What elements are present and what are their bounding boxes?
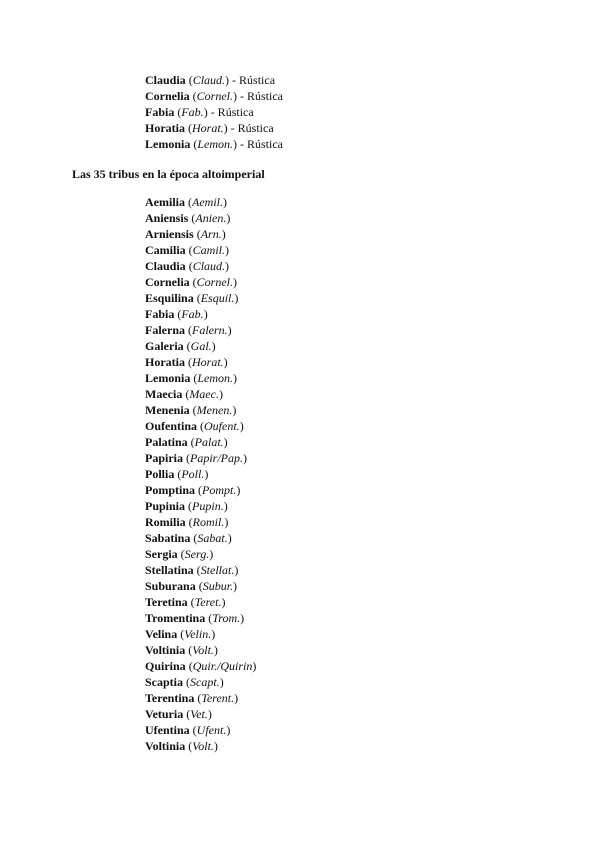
tribe-name: Galeria xyxy=(145,339,184,353)
list-entry: Pollia (Poll.) xyxy=(145,467,209,481)
list-entry: Cornelia (Cornel.) - Rústica xyxy=(145,89,284,103)
tribe-name: Voltinia xyxy=(145,739,186,753)
list-entry: Pomptina (Pompt.) xyxy=(145,483,241,497)
list-entry: Camilia (Camil.) xyxy=(145,243,230,257)
tribe-abbreviation: Sabat. xyxy=(197,531,228,545)
tribe-abbreviation: Claud. xyxy=(192,259,226,273)
list-entry: Velina (Velin.) xyxy=(145,627,216,641)
tribe-name: Velina xyxy=(145,627,178,641)
list-entry: Fabia (Fab.) - Rústica xyxy=(145,105,254,119)
list-entry: Stellatina (Stellat.) xyxy=(145,563,239,577)
tribe-abbreviation: Romil. xyxy=(192,515,225,529)
tribe-name: Romilia xyxy=(145,515,186,529)
tribe-abbreviation: Menen. xyxy=(196,403,233,417)
tribe-abbreviation: Vet. xyxy=(190,707,208,721)
tribe-abbreviation: Trom. xyxy=(212,611,241,625)
tribe-abbreviation: Ufent. xyxy=(196,723,227,737)
tribe-abbreviation: Arn. xyxy=(200,227,222,241)
tribe-name: Voltinia xyxy=(145,643,186,657)
list-entry: Terentina (Terent.) xyxy=(145,691,239,705)
list-entry: Voltinia (Volt.) xyxy=(145,643,218,657)
tribe-name: Aemilia xyxy=(145,195,185,209)
tribe-name: Pollia xyxy=(145,467,175,481)
list-entry: Scaptia (Scapt.) xyxy=(145,675,224,689)
list-entry: Voltinia (Volt.) xyxy=(145,739,218,753)
tribe-abbreviation: Quir./Quirin xyxy=(192,659,253,673)
tribe-abbreviation: Velin. xyxy=(184,627,212,641)
list-entry: Aniensis (Anien.) xyxy=(145,211,231,225)
tribe-abbreviation: Volt. xyxy=(192,643,214,657)
list-entry: Arniensis (Arn.) xyxy=(145,227,226,241)
tribe-name: Lemonia xyxy=(145,137,191,151)
list-entry: Falerna (Falern.) xyxy=(145,323,232,337)
tribe-abbreviation: Scapt. xyxy=(190,675,220,689)
tribe-abbreviation: Papir/Pap. xyxy=(190,451,243,465)
tribe-name: Claudia xyxy=(145,259,186,273)
list-entry: Tromentina (Trom.) xyxy=(145,611,245,625)
tribe-name: Tromentina xyxy=(145,611,206,625)
tribe-abbreviation: Pupin. xyxy=(192,499,224,513)
tribe-name: Horatia xyxy=(145,121,185,135)
section-heading: Las 35 tribus en la época altoimperial xyxy=(72,167,265,181)
list-entry: Suburana (Subur.) xyxy=(145,579,238,593)
tribe-abbreviation: Palat. xyxy=(194,435,224,449)
tribe-classification: - Rústica xyxy=(237,137,284,151)
tribe-abbreviation: Teret. xyxy=(194,595,222,609)
tribe-abbreviation: Cornel. xyxy=(196,89,234,103)
tribe-abbreviation: Oufent. xyxy=(204,419,240,433)
tribe-abbreviation: Subur. xyxy=(202,579,234,593)
tribe-abbreviation: Stellat. xyxy=(200,563,235,577)
list-entry: Sabatina (Sabat.) xyxy=(145,531,232,545)
tribe-abbreviation: Volt. xyxy=(192,739,214,753)
tribe-classification: - Rústica xyxy=(229,73,276,87)
tribe-abbreviation: Esquil. xyxy=(200,291,235,305)
tribe-abbreviation: Cornel. xyxy=(196,275,234,289)
tribe-abbreviation: Maec. xyxy=(189,387,219,401)
tribe-name: Fabia xyxy=(145,105,175,119)
list-entry: Claudia (Claud.) - Rústica xyxy=(145,73,276,87)
tribe-name: Aniensis xyxy=(145,211,189,225)
tribe-name: Maecia xyxy=(145,387,183,401)
tribe-abbreviation: Pompt. xyxy=(202,483,237,497)
tribe-name: Veturia xyxy=(145,707,184,721)
list-entry: Cornelia (Cornel.) xyxy=(145,275,238,289)
tribe-name: Scaptia xyxy=(145,675,184,689)
list-entry: Papiria (Papir/Pap.) xyxy=(145,451,247,465)
tribe-name: Terentina xyxy=(145,691,195,705)
list-entry: Claudia (Claud.) xyxy=(145,259,230,273)
list-entry: Quirina (Quir./Quirin) xyxy=(145,659,257,673)
tribe-name: Suburana xyxy=(145,579,196,593)
tribe-name: Sergia xyxy=(145,547,178,561)
tribe-name: Falerna xyxy=(145,323,185,337)
tribe-abbreviation: Lemon. xyxy=(197,137,234,151)
tribe-name: Ufentina xyxy=(145,723,190,737)
tribe-name: Cornelia xyxy=(145,275,190,289)
tribe-name: Quirina xyxy=(145,659,186,673)
list-entry: Galeria (Gal.) xyxy=(145,339,216,353)
list-entry: Ufentina (Ufent.) xyxy=(145,723,231,737)
list-entry: Sergia (Serg.) xyxy=(145,547,214,561)
tribe-name: Lemonia xyxy=(145,371,191,385)
tribe-name: Teretina xyxy=(145,595,188,609)
tribe-name: Pomptina xyxy=(145,483,196,497)
list-entry: Fabia (Fab.) xyxy=(145,307,208,321)
tribe-abbreviation: Horat. xyxy=(192,355,224,369)
tribe-abbreviation: Claud. xyxy=(192,73,226,87)
list-entry: Esquilina (Esquil.) xyxy=(145,291,239,305)
tribe-name: Stellatina xyxy=(145,563,194,577)
list-entry: Oufentina (Oufent.) xyxy=(145,419,244,433)
list-entry: Horatia (Horat.) xyxy=(145,355,228,369)
tribe-name: Sabatina xyxy=(145,531,191,545)
tribe-name: Claudia xyxy=(145,73,186,87)
tribe-abbreviation: Gal. xyxy=(190,339,212,353)
tribe-name: Fabia xyxy=(145,307,175,321)
tribe-name: Papiria xyxy=(145,451,183,465)
list-entry: Aemilia (Aemil.) xyxy=(145,195,227,209)
list-entry: Palatina (Palat.) xyxy=(145,435,228,449)
tribe-classification: - Rústica xyxy=(237,89,284,103)
list-entry: Romilia (Romil.) xyxy=(145,515,229,529)
tribe-abbreviation: Horat. xyxy=(192,121,224,135)
list-entry: Horatia (Horat.) - Rústica xyxy=(145,121,274,135)
list-entry: Lemonia (Lemon.) xyxy=(145,371,238,385)
tribe-name: Menenia xyxy=(145,403,190,417)
tribe-abbreviation: Fab. xyxy=(181,105,204,119)
tribe-name: Cornelia xyxy=(145,89,190,103)
tribe-abbreviation: Poll. xyxy=(181,467,205,481)
list-entry: Teretina (Teret.) xyxy=(145,595,226,609)
tribe-name: Pupinia xyxy=(145,499,186,513)
list-entry: Veturia (Vet.) xyxy=(145,707,212,721)
tribe-name: Horatia xyxy=(145,355,185,369)
tribe-name: Palatina xyxy=(145,435,188,449)
list-entry: Menenia (Menen.) xyxy=(145,403,237,417)
tribe-classification: - Rústica xyxy=(207,105,254,119)
tribe-name: Oufentina xyxy=(145,419,198,433)
list-entry: Maecia (Maec.) xyxy=(145,387,223,401)
tribe-abbreviation: Falern. xyxy=(192,323,228,337)
tribe-abbreviation: Terent. xyxy=(201,691,235,705)
tribe-name: Arniensis xyxy=(145,227,194,241)
tribe-abbreviation: Aemil. xyxy=(192,195,223,209)
list-entry: Pupinia (Pupin.) xyxy=(145,499,228,513)
tribe-name: Esquilina xyxy=(145,291,194,305)
tribe-classification: - Rústica xyxy=(227,121,274,135)
list-entry: Lemonia (Lemon.) - Rústica xyxy=(145,137,284,151)
tribe-abbreviation: Fab. xyxy=(181,307,204,321)
tribe-abbreviation: Lemon. xyxy=(197,371,234,385)
tribe-abbreviation: Camil. xyxy=(192,243,226,257)
tribe-name: Camilia xyxy=(145,243,186,257)
tribe-abbreviation: Anien. xyxy=(195,211,227,225)
tribe-abbreviation: Serg. xyxy=(184,547,210,561)
